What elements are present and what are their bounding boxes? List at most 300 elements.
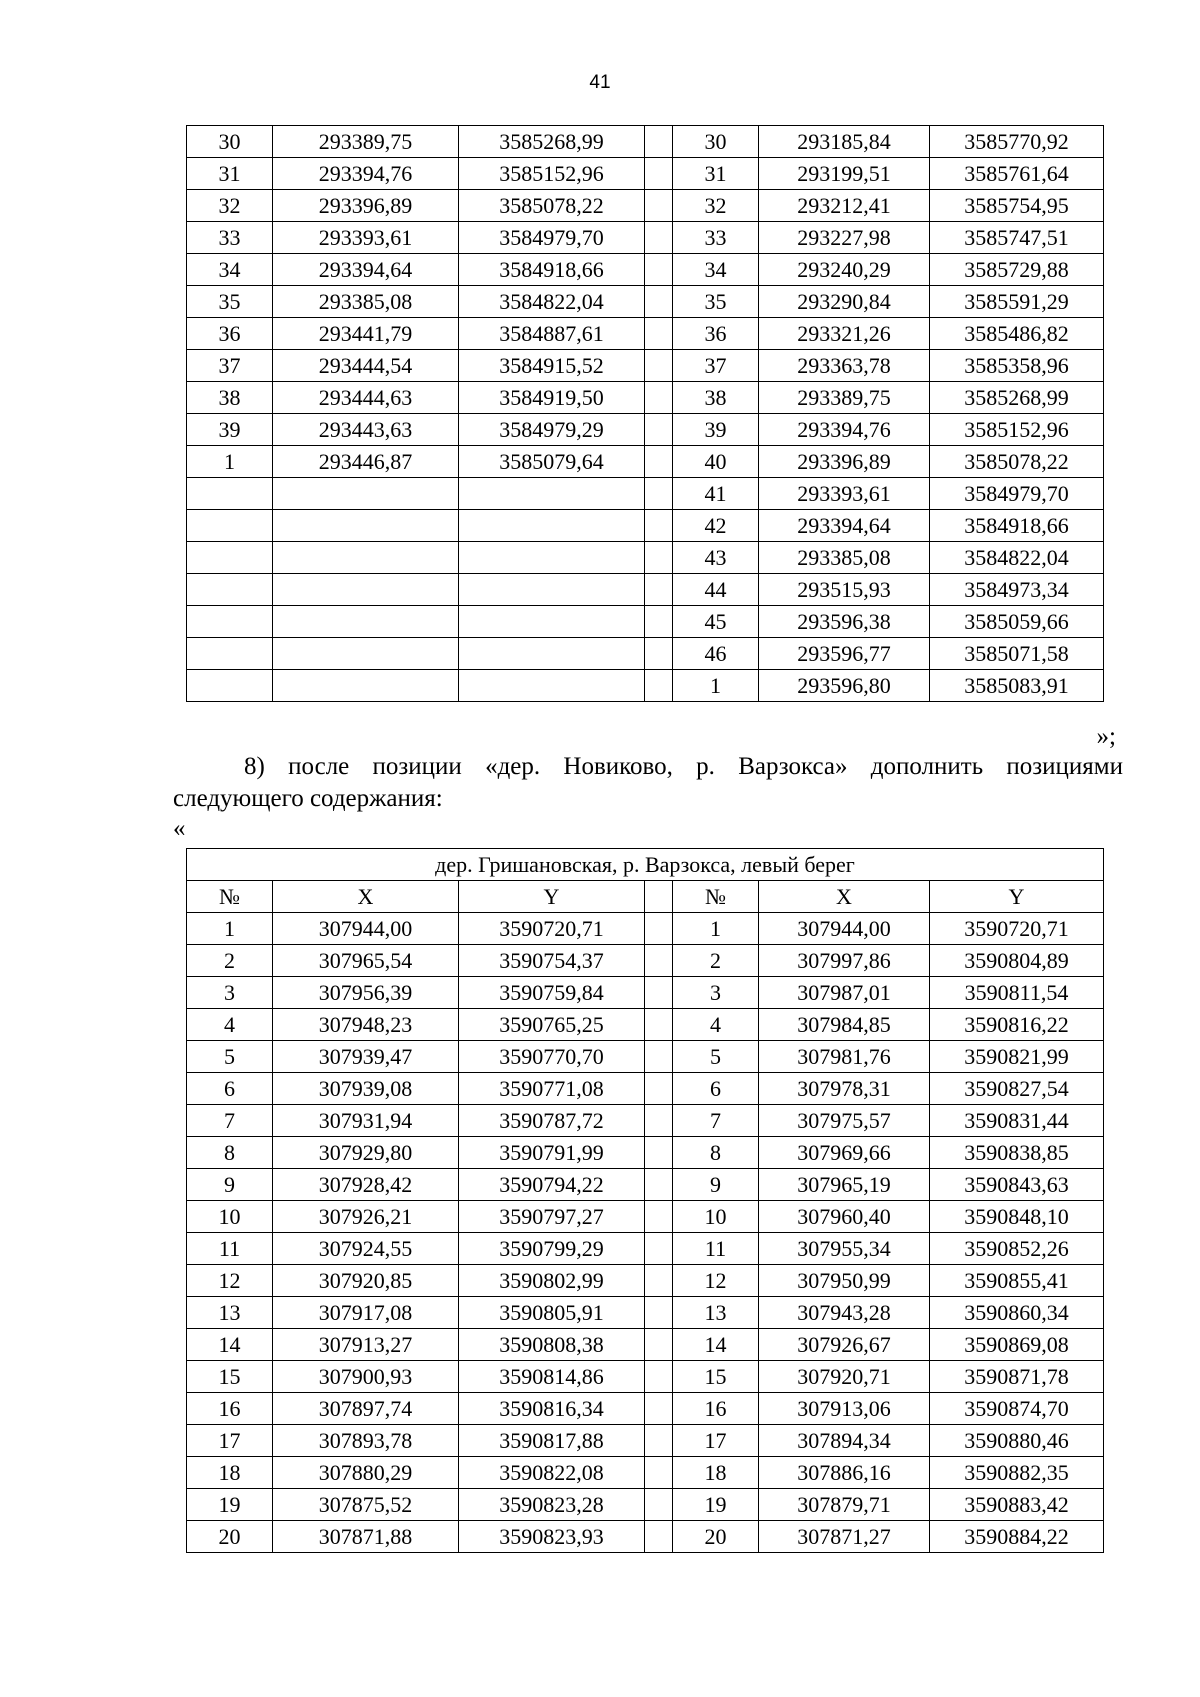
table-cell: 14 bbox=[187, 1329, 273, 1361]
separator-cell bbox=[645, 1265, 673, 1297]
table-cell: 31 bbox=[673, 158, 759, 190]
table-row bbox=[187, 1009, 1104, 1041]
separator-cell bbox=[645, 1105, 673, 1137]
table-cell: 307913,06 bbox=[759, 1393, 930, 1425]
table-row bbox=[187, 126, 1104, 158]
table-row bbox=[187, 574, 1104, 606]
table-cell bbox=[459, 670, 645, 702]
table-row bbox=[187, 1073, 1104, 1105]
table-cell: 307926,67 bbox=[759, 1329, 930, 1361]
table-cell: 3590880,46 bbox=[930, 1425, 1104, 1457]
table-cell: 16 bbox=[187, 1393, 273, 1425]
separator-cell bbox=[645, 977, 673, 1009]
table-cell bbox=[187, 542, 273, 574]
table-cell: 3590770,70 bbox=[459, 1041, 645, 1073]
table-cell: 35 bbox=[187, 286, 273, 318]
table-row bbox=[187, 1105, 1104, 1137]
table-row bbox=[187, 1169, 1104, 1201]
table-cell: 39 bbox=[673, 414, 759, 446]
table-row bbox=[187, 1457, 1104, 1489]
table-cell: 293394,64 bbox=[273, 254, 459, 286]
table-cell: 293596,38 bbox=[759, 606, 930, 638]
table-cell: 307981,76 bbox=[759, 1041, 930, 1073]
table-cell bbox=[273, 670, 459, 702]
table-cell: 34 bbox=[673, 254, 759, 286]
table-cell: 293596,77 bbox=[759, 638, 930, 670]
table-cell: 307920,85 bbox=[273, 1265, 459, 1297]
table-cell: 17 bbox=[187, 1425, 273, 1457]
table-cell bbox=[187, 574, 273, 606]
separator-cell bbox=[645, 1137, 673, 1169]
table-cell: 5 bbox=[187, 1041, 273, 1073]
table-cell: 3590871,78 bbox=[930, 1361, 1104, 1393]
table-cell: 3590805,91 bbox=[459, 1297, 645, 1329]
table-cell: 9 bbox=[673, 1169, 759, 1201]
table-cell: 3585083,91 bbox=[930, 670, 1104, 702]
table-cell: 33 bbox=[187, 222, 273, 254]
table-row bbox=[187, 1425, 1104, 1457]
table-cell: 17 bbox=[673, 1425, 759, 1457]
table-row bbox=[187, 945, 1104, 977]
table-cell: 3590831,44 bbox=[930, 1105, 1104, 1137]
separator-cell bbox=[645, 670, 673, 702]
separator-cell bbox=[645, 1169, 673, 1201]
separator-cell bbox=[645, 945, 673, 977]
table-cell bbox=[187, 510, 273, 542]
table-cell: 293515,93 bbox=[759, 574, 930, 606]
table-row bbox=[187, 1041, 1104, 1073]
separator-cell bbox=[645, 190, 673, 222]
table-cell: 3584973,34 bbox=[930, 574, 1104, 606]
table-cell: 3585761,64 bbox=[930, 158, 1104, 190]
table-cell: 8 bbox=[187, 1137, 273, 1169]
table-cell: 307950,99 bbox=[759, 1265, 930, 1297]
table-cell: 3590884,22 bbox=[930, 1521, 1104, 1553]
table-cell: 307913,27 bbox=[273, 1329, 459, 1361]
table-cell bbox=[459, 574, 645, 606]
table-cell: 3585078,22 bbox=[930, 446, 1104, 478]
separator-cell bbox=[645, 542, 673, 574]
separator-cell bbox=[645, 254, 673, 286]
table-cell: 307931,94 bbox=[273, 1105, 459, 1137]
table-cell bbox=[459, 606, 645, 638]
table-cell bbox=[273, 606, 459, 638]
table-cell: 293389,75 bbox=[273, 126, 459, 158]
table-cell: 37 bbox=[673, 350, 759, 382]
table-cell bbox=[187, 606, 273, 638]
table-cell: 3590817,88 bbox=[459, 1425, 645, 1457]
table-cell: 307944,00 bbox=[759, 913, 930, 945]
closing-quote: »; bbox=[1096, 723, 1116, 750]
column-header: Y bbox=[459, 881, 645, 913]
table-cell: 3584822,04 bbox=[459, 286, 645, 318]
table-cell bbox=[459, 638, 645, 670]
separator-cell bbox=[645, 1233, 673, 1265]
table-cell: 307886,16 bbox=[759, 1457, 930, 1489]
table-cell: 3590804,89 bbox=[930, 945, 1104, 977]
table-cell: 293393,61 bbox=[273, 222, 459, 254]
table-cell: 3590860,34 bbox=[930, 1297, 1104, 1329]
table-caption: дер. Гришановская, р. Варзокса, левый берег bbox=[187, 849, 1104, 881]
table-row bbox=[187, 542, 1104, 574]
table-cell bbox=[273, 574, 459, 606]
table-cell: 43 bbox=[673, 542, 759, 574]
coordinates-table-top bbox=[186, 125, 1104, 702]
table-cell: 307960,40 bbox=[759, 1201, 930, 1233]
separator-cell bbox=[645, 1329, 673, 1361]
table-cell: 307969,66 bbox=[759, 1137, 930, 1169]
table-cell: 1 bbox=[187, 446, 273, 478]
separator-cell bbox=[645, 414, 673, 446]
table-cell: 307879,71 bbox=[759, 1489, 930, 1521]
table-cell: 3590811,54 bbox=[930, 977, 1104, 1009]
table-cell: 307984,85 bbox=[759, 1009, 930, 1041]
table-cell: 7 bbox=[673, 1105, 759, 1137]
separator-cell bbox=[645, 1297, 673, 1329]
table-row bbox=[187, 510, 1104, 542]
table-cell: 307928,42 bbox=[273, 1169, 459, 1201]
table-cell bbox=[459, 510, 645, 542]
coordinates-table-grishanovskaya bbox=[186, 848, 1104, 1553]
separator-cell bbox=[645, 638, 673, 670]
separator-cell bbox=[645, 1457, 673, 1489]
table-cell: 3585770,92 bbox=[930, 126, 1104, 158]
table-cell: 293394,76 bbox=[759, 414, 930, 446]
table-cell: 293396,89 bbox=[759, 446, 930, 478]
table-cell: 307955,34 bbox=[759, 1233, 930, 1265]
table-row bbox=[187, 414, 1104, 446]
table-cell: 11 bbox=[187, 1233, 273, 1265]
table-cell: 293444,63 bbox=[273, 382, 459, 414]
table-cell: 10 bbox=[187, 1201, 273, 1233]
table-cell bbox=[187, 670, 273, 702]
table-cell: 14 bbox=[673, 1329, 759, 1361]
table-row bbox=[187, 1233, 1104, 1265]
table-cell: 3585358,96 bbox=[930, 350, 1104, 382]
table-cell: 307871,27 bbox=[759, 1521, 930, 1553]
table-cell: 3590720,71 bbox=[930, 913, 1104, 945]
table-row bbox=[187, 382, 1104, 414]
table-cell: 3590821,99 bbox=[930, 1041, 1104, 1073]
table-cell: 307997,86 bbox=[759, 945, 930, 977]
table-cell: 3585152,96 bbox=[930, 414, 1104, 446]
column-header: X bbox=[759, 881, 930, 913]
table-cell: 3585729,88 bbox=[930, 254, 1104, 286]
table-cell: 4 bbox=[187, 1009, 273, 1041]
separator-cell bbox=[645, 158, 673, 190]
table-cell: 44 bbox=[673, 574, 759, 606]
table-cell: 3585591,29 bbox=[930, 286, 1104, 318]
separator-cell bbox=[645, 1009, 673, 1041]
table-cell bbox=[273, 510, 459, 542]
table-cell: 3590882,35 bbox=[930, 1457, 1104, 1489]
table-row bbox=[187, 1137, 1104, 1169]
table-cell bbox=[187, 478, 273, 510]
table-cell: 293321,26 bbox=[759, 318, 930, 350]
table-cell: 3590874,70 bbox=[930, 1393, 1104, 1425]
table-cell: 30 bbox=[673, 126, 759, 158]
table-cell: 20 bbox=[673, 1521, 759, 1553]
table-cell: 3590816,34 bbox=[459, 1393, 645, 1425]
separator-cell bbox=[645, 1041, 673, 1073]
table-cell: 307978,31 bbox=[759, 1073, 930, 1105]
table-cell: 307956,39 bbox=[273, 977, 459, 1009]
table-cell: 3585268,99 bbox=[930, 382, 1104, 414]
amendment-paragraph-line1: 8) после позиции «дер. Новиково, р. Варзокса» дополнить позициями bbox=[244, 753, 1123, 780]
table-cell: 3584918,66 bbox=[930, 510, 1104, 542]
table-cell: 293441,79 bbox=[273, 318, 459, 350]
separator-cell bbox=[645, 446, 673, 478]
table-cell: 307965,19 bbox=[759, 1169, 930, 1201]
table-cell: 32 bbox=[187, 190, 273, 222]
table-cell: 3590843,63 bbox=[930, 1169, 1104, 1201]
amendment-paragraph-line2: следующего содержания: bbox=[173, 785, 443, 812]
table-cell: 45 bbox=[673, 606, 759, 638]
table-cell: 307987,01 bbox=[759, 977, 930, 1009]
table-cell: 307926,21 bbox=[273, 1201, 459, 1233]
separator-cell bbox=[645, 382, 673, 414]
table-cell: 3590771,08 bbox=[459, 1073, 645, 1105]
table-row bbox=[187, 1361, 1104, 1393]
table-cell: 3585059,66 bbox=[930, 606, 1104, 638]
separator-cell bbox=[645, 1425, 673, 1457]
table-row bbox=[187, 350, 1104, 382]
table-row bbox=[187, 1329, 1104, 1361]
table-row bbox=[187, 1521, 1104, 1553]
table-cell: 36 bbox=[673, 318, 759, 350]
table-cell: 3584887,61 bbox=[459, 318, 645, 350]
table-row bbox=[187, 1489, 1104, 1521]
table-cell: 6 bbox=[673, 1073, 759, 1105]
table-row bbox=[187, 254, 1104, 286]
table-cell: 3590787,72 bbox=[459, 1105, 645, 1137]
table-row bbox=[187, 606, 1104, 638]
page-number: 41 bbox=[589, 72, 611, 93]
table-cell: 39 bbox=[187, 414, 273, 446]
table-cell: 3585747,51 bbox=[930, 222, 1104, 254]
table-cell: 18 bbox=[673, 1457, 759, 1489]
separator-cell bbox=[645, 606, 673, 638]
separator-cell bbox=[645, 126, 673, 158]
table-cell: 3584919,50 bbox=[459, 382, 645, 414]
table-cell: 46 bbox=[673, 638, 759, 670]
separator-cell bbox=[645, 510, 673, 542]
table-cell: 307939,47 bbox=[273, 1041, 459, 1073]
table-cell: 293199,51 bbox=[759, 158, 930, 190]
table-cell: 20 bbox=[187, 1521, 273, 1553]
table-cell: 307920,71 bbox=[759, 1361, 930, 1393]
table-cell: 2 bbox=[673, 945, 759, 977]
table-cell: 3590823,93 bbox=[459, 1521, 645, 1553]
table-row bbox=[187, 913, 1104, 945]
table-cell: 3584915,52 bbox=[459, 350, 645, 382]
separator-cell bbox=[645, 286, 673, 318]
table-cell bbox=[273, 638, 459, 670]
table-cell: 6 bbox=[187, 1073, 273, 1105]
table-cell: 41 bbox=[673, 478, 759, 510]
table-cell: 3590797,27 bbox=[459, 1201, 645, 1233]
table-row bbox=[187, 286, 1104, 318]
table-cell: 38 bbox=[673, 382, 759, 414]
column-header: Y bbox=[930, 881, 1104, 913]
table-cell: 35 bbox=[673, 286, 759, 318]
table-cell: 293240,29 bbox=[759, 254, 930, 286]
table-cell: 1 bbox=[673, 670, 759, 702]
table-cell: 38 bbox=[187, 382, 273, 414]
table-cell: 3590848,10 bbox=[930, 1201, 1104, 1233]
table-cell: 3585268,99 bbox=[459, 126, 645, 158]
table-cell: 3590754,37 bbox=[459, 945, 645, 977]
column-header: X bbox=[273, 881, 459, 913]
separator-cell bbox=[645, 574, 673, 606]
table-cell bbox=[273, 542, 459, 574]
table-cell: 307894,34 bbox=[759, 1425, 930, 1457]
table-cell: 307975,57 bbox=[759, 1105, 930, 1137]
table-row bbox=[187, 190, 1104, 222]
table-cell: 13 bbox=[673, 1297, 759, 1329]
separator-cell bbox=[645, 222, 673, 254]
table-cell: 3585152,96 bbox=[459, 158, 645, 190]
table-cell: 3590794,22 bbox=[459, 1169, 645, 1201]
separator-cell bbox=[645, 1489, 673, 1521]
table-cell: 36 bbox=[187, 318, 273, 350]
table-cell: 3590808,38 bbox=[459, 1329, 645, 1361]
separator-cell bbox=[645, 1521, 673, 1553]
table-cell: 3585079,64 bbox=[459, 446, 645, 478]
column-header: № bbox=[673, 881, 759, 913]
table-cell: 32 bbox=[673, 190, 759, 222]
table-cell: 3590816,22 bbox=[930, 1009, 1104, 1041]
table-cell: 3585078,22 bbox=[459, 190, 645, 222]
table-cell: 3590802,99 bbox=[459, 1265, 645, 1297]
table-cell: 307893,78 bbox=[273, 1425, 459, 1457]
table-cell: 1 bbox=[187, 913, 273, 945]
table-row bbox=[187, 1265, 1104, 1297]
table-cell: 293396,89 bbox=[273, 190, 459, 222]
table-cell: 3590720,71 bbox=[459, 913, 645, 945]
table-cell: 3584979,70 bbox=[459, 222, 645, 254]
table-cell: 307924,55 bbox=[273, 1233, 459, 1265]
table-row bbox=[187, 638, 1104, 670]
separator-cell bbox=[645, 881, 673, 913]
separator-cell bbox=[645, 350, 673, 382]
table-cell bbox=[273, 478, 459, 510]
table-row bbox=[187, 1297, 1104, 1329]
table-cell: 293385,08 bbox=[759, 542, 930, 574]
table-cell: 3590852,26 bbox=[930, 1233, 1104, 1265]
separator-cell bbox=[645, 1361, 673, 1393]
table-cell: 9 bbox=[187, 1169, 273, 1201]
table-cell: 293363,78 bbox=[759, 350, 930, 382]
table-cell: 293393,61 bbox=[759, 478, 930, 510]
table-cell: 293290,84 bbox=[759, 286, 930, 318]
table-cell: 3590791,99 bbox=[459, 1137, 645, 1169]
table-cell: 30 bbox=[187, 126, 273, 158]
table-cell: 10 bbox=[673, 1201, 759, 1233]
table-cell: 307871,88 bbox=[273, 1521, 459, 1553]
table-cell: 19 bbox=[673, 1489, 759, 1521]
table-cell: 33 bbox=[673, 222, 759, 254]
table-cell: 3 bbox=[673, 977, 759, 1009]
table-cell: 3590759,84 bbox=[459, 977, 645, 1009]
table-row bbox=[187, 318, 1104, 350]
table-cell: 293389,75 bbox=[759, 382, 930, 414]
table-cell: 307943,28 bbox=[759, 1297, 930, 1329]
table-cell: 3584918,66 bbox=[459, 254, 645, 286]
table-cell: 40 bbox=[673, 446, 759, 478]
table-cell: 293444,54 bbox=[273, 350, 459, 382]
table-cell: 4 bbox=[673, 1009, 759, 1041]
table-cell: 12 bbox=[673, 1265, 759, 1297]
table-cell: 3590838,85 bbox=[930, 1137, 1104, 1169]
table-cell: 3590883,42 bbox=[930, 1489, 1104, 1521]
table-cell bbox=[187, 638, 273, 670]
table-cell: 3584979,29 bbox=[459, 414, 645, 446]
table-cell: 3585071,58 bbox=[930, 638, 1104, 670]
table-cell: 3590799,29 bbox=[459, 1233, 645, 1265]
table-cell: 3590869,08 bbox=[930, 1329, 1104, 1361]
table-cell: 307929,80 bbox=[273, 1137, 459, 1169]
table-row bbox=[187, 1393, 1104, 1425]
table-cell: 3590823,28 bbox=[459, 1489, 645, 1521]
table-row bbox=[187, 222, 1104, 254]
table-cell: 293212,41 bbox=[759, 190, 930, 222]
table-cell: 293394,64 bbox=[759, 510, 930, 542]
table-row bbox=[187, 478, 1104, 510]
table-cell: 293185,84 bbox=[759, 126, 930, 158]
table-cell: 15 bbox=[187, 1361, 273, 1393]
table-cell: 3585486,82 bbox=[930, 318, 1104, 350]
table-cell: 293385,08 bbox=[273, 286, 459, 318]
table-cell: 307917,08 bbox=[273, 1297, 459, 1329]
table-cell: 307875,52 bbox=[273, 1489, 459, 1521]
separator-cell bbox=[645, 1201, 673, 1233]
table-cell: 7 bbox=[187, 1105, 273, 1137]
separator-cell bbox=[645, 913, 673, 945]
opening-quote: « bbox=[173, 815, 186, 842]
table-cell: 34 bbox=[187, 254, 273, 286]
table-cell: 293446,87 bbox=[273, 446, 459, 478]
table-cell: 11 bbox=[673, 1233, 759, 1265]
table-header-row bbox=[187, 881, 1104, 913]
table-cell: 3584979,70 bbox=[930, 478, 1104, 510]
table-cell: 19 bbox=[187, 1489, 273, 1521]
table-cell: 293596,80 bbox=[759, 670, 930, 702]
table-cell: 37 bbox=[187, 350, 273, 382]
table-cell: 12 bbox=[187, 1265, 273, 1297]
table-cell: 307897,74 bbox=[273, 1393, 459, 1425]
table-row bbox=[187, 670, 1104, 702]
separator-cell bbox=[645, 1393, 673, 1425]
table-cell: 307939,08 bbox=[273, 1073, 459, 1105]
table-cell: 3590765,25 bbox=[459, 1009, 645, 1041]
separator-cell bbox=[645, 1073, 673, 1105]
table-row bbox=[187, 158, 1104, 190]
separator-cell bbox=[645, 318, 673, 350]
table-row bbox=[187, 446, 1104, 478]
table-cell: 1 bbox=[673, 913, 759, 945]
table-row bbox=[187, 1201, 1104, 1233]
table-cell: 3585754,95 bbox=[930, 190, 1104, 222]
table-cell: 18 bbox=[187, 1457, 273, 1489]
table-cell: 307900,93 bbox=[273, 1361, 459, 1393]
table-cell: 307880,29 bbox=[273, 1457, 459, 1489]
table-cell: 13 bbox=[187, 1297, 273, 1329]
table-cell: 293443,63 bbox=[273, 414, 459, 446]
table-cell: 42 bbox=[673, 510, 759, 542]
table-row bbox=[187, 977, 1104, 1009]
table-cell: 31 bbox=[187, 158, 273, 190]
